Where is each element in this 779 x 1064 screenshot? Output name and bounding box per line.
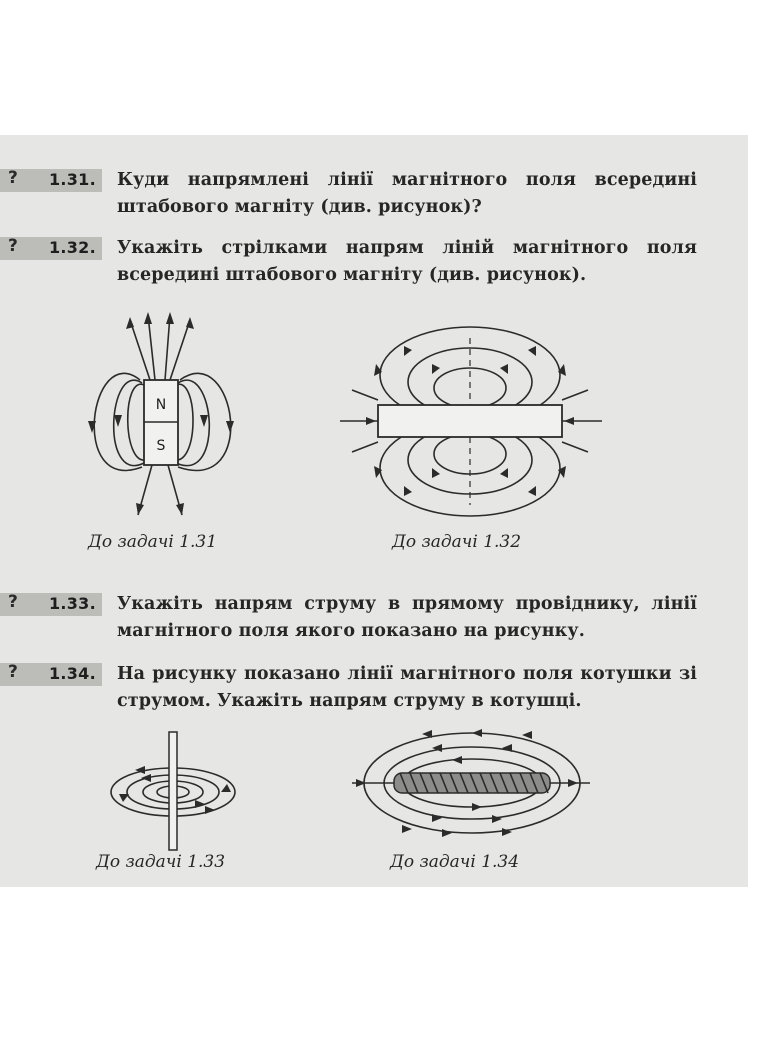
question-marker: ?: [8, 662, 18, 682]
conductor-wire: [169, 732, 177, 850]
question-marker: ?: [8, 168, 18, 188]
coil-windings: [394, 773, 550, 793]
problem-badge: [0, 237, 102, 260]
question-marker: ?: [8, 592, 18, 612]
problem-text: Укажіть стрілками напрям ліній магнітного поля всередині штабового магніту (див. рисунок).: [117, 238, 697, 285]
figure-solenoid: [352, 727, 592, 852]
question-marker: ?: [8, 236, 18, 256]
caption-1-31: До задачі 1.31: [88, 532, 218, 552]
problem-badge: [0, 169, 102, 192]
problem-text: Укажіть напрям струму в прямому провіднику, лінії магнітного поля якого показано на рисунку.: [117, 594, 697, 641]
problem-text: Куди напрямлені лінії магнітного поля всередині штабового магніту (див. рисунок)?: [117, 170, 697, 217]
problem-badge: [0, 663, 102, 686]
textbook-page: [0, 135, 748, 887]
figure-bar-magnet-vertical: [70, 305, 260, 535]
figure-bar-magnet-horizontal: [340, 320, 610, 530]
problem-number: 1.32.: [48, 238, 96, 257]
problem-number: 1.34.: [48, 664, 96, 683]
pole-south-label: S: [156, 438, 166, 454]
bar-magnet: [378, 405, 562, 437]
problem-text: На рисунку показано лінії магнітного поля котушки зі струмом. Укажіть напрям струму в котушці.: [117, 664, 697, 711]
caption-1-32: До задачі 1.32: [392, 532, 522, 552]
problem-number: 1.31.: [48, 170, 96, 189]
problem-badge: [0, 593, 102, 616]
pole-north-label: N: [155, 397, 167, 413]
problem-number: 1.33.: [48, 594, 96, 613]
figure-straight-conductor: [105, 732, 245, 852]
caption-1-34: До задачі 1.34: [390, 852, 520, 872]
caption-1-33: До задачі 1.33: [96, 852, 226, 872]
